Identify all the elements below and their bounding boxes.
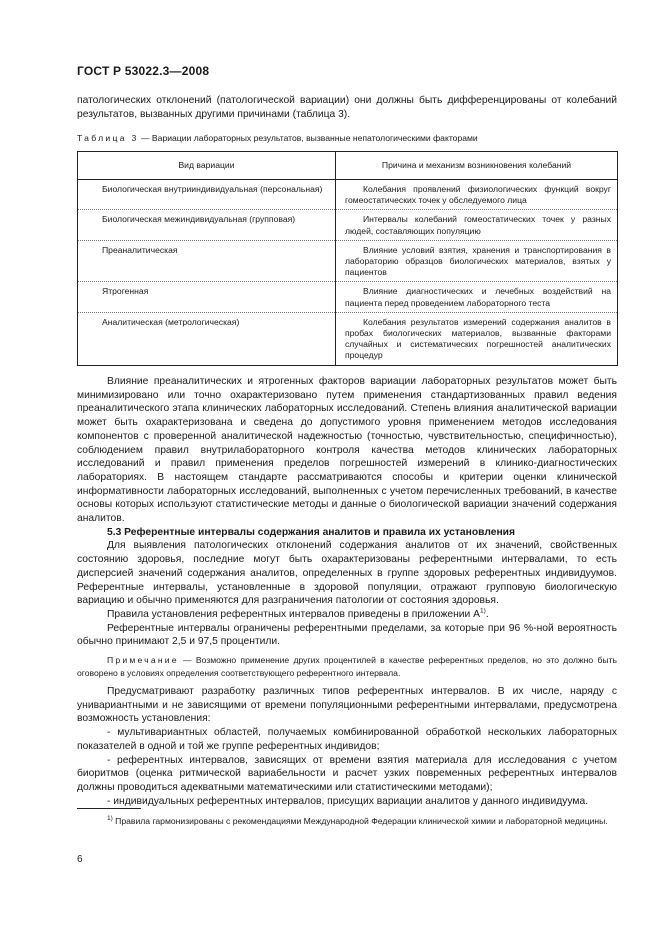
- document-header: ГОСТ Р 53022.3—2008: [77, 64, 210, 78]
- footnote: [77, 815, 617, 828]
- table-row: [78, 180, 618, 210]
- note-text: — Возможно применение других процентилей в качестве референтных пределов, но это должно быть оговорено в условиях определения соответствующего референтного интервала.: [77, 655, 617, 679]
- footnote-divider: [77, 808, 141, 809]
- table-cell-cause: Колебания проявлений физиологических функций вокруг гомеостатических точек у обследуемого лица: [336, 180, 618, 210]
- paragraph-preanalytic-influence: Влияние преаналитических и ятрогенных факторов вариации лабораторных результатов может быть минимизировано или точно охарактеризовано путем применения стандартизованных правил ведения преаналитического этапа клинических лабораторных исследований. Степень влияния аналитической вариации может быть охарактеризована и сведена до допустимого уровня применением методов исследования компонентов с проверенной аналитической надежностью (точностью, чувствительностью, специфичностью), соблюдением правил внутрилабораторного контроля качества методов клинических лабораторных исследований и правил применения пределов погрешностей измерений в клинико-диагностических лабораториях. В настоящем стандарте рассматриваются способы и критерии оценки клинической информативности лабораторных исследований, выполненных с учетом перечисленных требований, в качестве основы которых используют статистические методы и данные о биологической вариации значений содержания аналитов.: [77, 376, 617, 525]
- column-header-cause: Причина и механизм возникновения колебаний: [336, 152, 618, 180]
- table-cell-cause: Влияние условий взятия, хранения и транспортирования в лабораторию образцов биологических материалов, взятых у пациентов: [336, 240, 618, 282]
- note-label: Примечание: [107, 655, 179, 666]
- note: [77, 654, 617, 680]
- table-row: [78, 312, 618, 365]
- paragraph-reference-limits: Референтные интервалы ограничены референтными пределами, за которые при 96 %-ной вероятность обычно принимают 2,5 и 97,5 процентили.: [77, 622, 617, 648]
- table-caption-text: — Вариации лабораторных результатов, вызванные непатологическими факторами: [138, 133, 478, 143]
- section-heading-5-3: 5.3 Референтные интервалы содержания аналитов и правила их установления: [107, 526, 516, 538]
- table-header-row: [78, 152, 618, 180]
- table-cell-type: Биологическая межиндивидуальная (групповая): [78, 210, 336, 240]
- column-header-type: Вид вариации: [78, 152, 336, 180]
- paragraph-interval-types: Предусматривают разработку различных типов референтных интервалов. В их числе, наряду с унивариантными и не зависящими от времени популяционными референтными интервалами, предусмотрена возможность установления:: [77, 686, 617, 725]
- paragraph-annex-reference: Правила установления референтных интервалов приведены в приложении $А^{1)}$.: [107, 607, 489, 620]
- list-item: - индивидуальных референтных интервалов, присущих вариации аналитов у данного индивидуума.: [107, 795, 589, 807]
- intro-paragraph: патологических отклонений (патологической вариации) они должны быть дифференцированы от колебаний результатов, вызванных другими причинами (таблица 3).: [77, 95, 617, 120]
- table-cell-cause: Колебания результатов измерений содержания аналитов в пробах биологических материалов, вызванные факторами случайных и систематических погрешностей аналитических процедур: [336, 312, 618, 365]
- footnote-number: 1): [107, 815, 113, 823]
- paragraph-reference-intervals: Для выявления патологических отклонений содержания аналитов от их значений, свойственных состоянию здоровья, последние могут быть охарактеризованы референтными интервалами, то есть дисперсией значений содержания аналитов, определенных в группе здоровых референтных индивидуумов. Референтные интервалы, установленные в здоровой популяции, отражают групповую биологическую вариацию и обычно применяются для разграничения патологии от состояния здоровья.: [77, 540, 617, 607]
- table-caption: [77, 133, 622, 143]
- table-row: [78, 210, 618, 240]
- table-cell-type: Преаналитическая: [78, 240, 336, 282]
- table-cell-cause: Влияние диагностических и лечебных воздействий на пациента перед проведением лабораторного теста: [336, 282, 618, 312]
- list-item: - мультивариантных областей, получаемых комбинированной обработкой нескольких лабораторных показателей в одной и той же группе референтных индивидов;: [77, 727, 617, 752]
- table-cell-type: Ятрогенная: [78, 282, 336, 312]
- table-cell-type: Биологическая внутрииндивидуальная (персональная): [78, 180, 336, 210]
- table-row: [78, 240, 618, 282]
- variation-table: [77, 151, 618, 366]
- page-number: 6: [77, 854, 83, 865]
- body-text: [77, 375, 617, 808]
- table-caption-label: Таблица 3: [77, 133, 139, 143]
- list-item: - референтных интервалов, зависящих от времени взятия материала для исследования с учетом биоритмов (оценка ритмической вариабельности и расчет узких повременных референтных интервалов должны проводиться адекватными математическими или статистическими методами);: [77, 754, 617, 793]
- table-cell-type: Аналитическая (метрологическая): [78, 312, 336, 365]
- table-row: [78, 282, 618, 312]
- table-cell-cause: Интервалы колебаний гомеостатических точек у разных людей, составляющих популяцию: [336, 210, 618, 240]
- footnote-marker: 1): [480, 607, 486, 615]
- footnote-text: Правила гармонизированы с рекомендациями Международной Федерации клинической химии и лабораторной медицины.: [112, 816, 608, 826]
